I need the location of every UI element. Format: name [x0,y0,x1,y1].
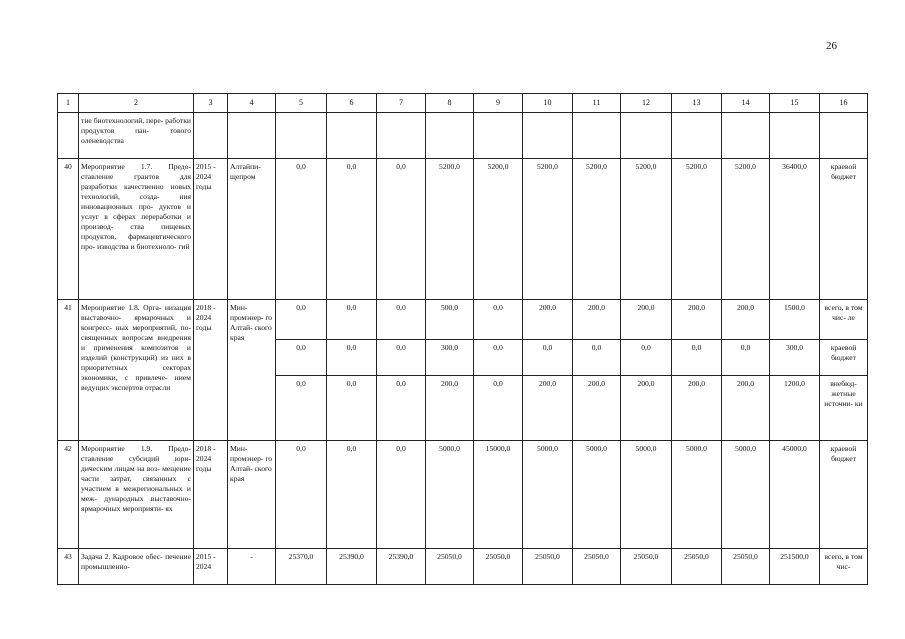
table-row [58,300,868,340]
cell-num: 43 [58,549,79,585]
header-cell: 1 [58,94,79,113]
cell-value: 0,0 [276,441,327,549]
table-row-continuation [58,113,868,159]
cell-executor: - [228,549,276,585]
header-cell: 8 [426,94,474,113]
header-cell: 3 [194,94,228,113]
cell-value: 25050,0 [621,549,672,585]
cell-value: 5200,0 [573,159,621,300]
cell-years: 2018 - 2024 годы [194,441,228,549]
cell-value: 200,0 [672,376,722,441]
cell-value: 25050,0 [722,549,770,585]
cell-executor: Алтайпи- щепром [228,159,276,300]
cell-value: 200,0 [672,300,722,340]
cell-name: Мероприятие 1.7. Предо- ставление грантов для разработки качественно новых технологий, созда- ния инновационных про- дуктов и услуг в сферах переработки и производ- ства пищевых продуктов, фармацевтического про- изводства и биотехноло- гий [79,159,194,300]
cell-num: 40 [58,159,79,300]
cell-years: 2015 - 2024 годы [194,159,228,300]
cell-value: 0,0 [276,300,327,340]
cell-value: 0,0 [377,300,426,340]
cell-executor [228,113,276,159]
cell-value: 5200,0 [474,159,523,300]
cell-value: 25050,0 [426,549,474,585]
cell-value: 0,0 [377,340,426,376]
cell-value: 36400,0 [770,159,820,300]
cell-name: Задача 2. Кадровое обес- печение промышленно- [79,549,194,585]
table-row [58,441,868,549]
cell-source: краевой бюджет [820,159,868,300]
cell-value: 0,0 [377,376,426,441]
cell-value: 5200,0 [672,159,722,300]
cell-source [820,113,868,159]
cell-value: 0,0 [672,340,722,376]
cell-value: 1200,0 [770,376,820,441]
cell-value: 0,0 [276,159,327,300]
cell-value: 0,0 [573,340,621,376]
cell-value: 5200,0 [722,159,770,300]
cell-name: Мероприятие 1.9. Предо- ставление субсидий юри- дическим лицам на воз- мещение части затрат, связанных с участием в межрегиональных и меж- дународных выставочно- ярмарочных мероприяти- ях [79,441,194,549]
cell-value: 5200,0 [523,159,573,300]
cell-value: 0,0 [276,376,327,441]
cell-years: 2018 - 2024 годы [194,300,228,441]
cell-value: 200,0 [523,376,573,441]
cell-value: 200,0 [523,300,573,340]
cell-value: 25050,0 [573,549,621,585]
cell-value: 0,0 [377,441,426,549]
cell-value: 0,0 [327,300,377,340]
cell-source: краевой бюджет [820,340,868,376]
header-cell: 5 [276,94,327,113]
cell-value: 200,0 [722,300,770,340]
cell-value: 300,0 [770,340,820,376]
cell-value: 5000,0 [672,441,722,549]
header-cell: 13 [672,94,722,113]
cell-value: 0,0 [474,340,523,376]
cell-value: 300,0 [426,340,474,376]
cell-value: 25050,0 [474,549,523,585]
cell-name: Мероприятие 1.8. Орга- низация выставочно- ярмарочных и конгресс- ных мероприятий, по- священных вопросам внедрения и применения композитов и изделий (конструкций) из них в приоритетных секторах экономики, с привлече- нием ведущих экспертов отрасли [79,300,194,441]
cell-years [194,113,228,159]
cell-num: 41 [58,300,79,441]
cell-value: 5000,0 [722,441,770,549]
header-cell: 7 [377,94,426,113]
cell-value: 200,0 [573,376,621,441]
cell-executor: Мин- промэнер- го Алтай- ского края [228,300,276,441]
cell-value: 5000,0 [523,441,573,549]
cell-value: 0,0 [276,340,327,376]
cell-source: всего, в том чис- [820,549,868,585]
cell-value: 5200,0 [621,159,672,300]
cell-value: 0,0 [327,376,377,441]
cell-value: 0,0 [377,159,426,300]
cell-name: тие биотехнологий, пере- работки продуктов пан- тового оленеводства [79,113,194,159]
cell-value: 0,0 [474,300,523,340]
header-cell: 12 [621,94,672,113]
cell-executor: Мин- промэнер- го Алтай- ского края [228,441,276,549]
table-header-row [58,94,868,113]
cell-source: внебюд- жетные источни- ки [820,376,868,441]
cell-value: 200,0 [573,300,621,340]
header-cell: 16 [820,94,868,113]
cell-value: 25050,0 [672,549,722,585]
cell-value: 45000,0 [770,441,820,549]
cell-value: 1500,0 [770,300,820,340]
cell-value: 5000,0 [621,441,672,549]
cell-years: 2015 - 2024 [194,549,228,585]
cell-value: 0,0 [327,340,377,376]
budget-table [57,93,868,585]
cell-value: 0,0 [474,376,523,441]
cell-value: 200,0 [621,300,672,340]
cell-value: 5200,0 [426,159,474,300]
cell-num: 42 [58,441,79,549]
cell-value: 200,0 [621,376,672,441]
header-cell: 9 [474,94,523,113]
page-number: 26 [826,40,837,52]
table-row [58,549,868,585]
header-cell: 2 [79,94,194,113]
header-cell: 4 [228,94,276,113]
cell-value: 0,0 [327,159,377,300]
cell-value: 15000,0 [474,441,523,549]
cell-value: 0,0 [722,340,770,376]
cell-value: 5000,0 [573,441,621,549]
cell-value: 5000,0 [426,441,474,549]
cell-value: 25370,0 [276,549,327,585]
header-cell: 14 [722,94,770,113]
header-cell: 6 [327,94,377,113]
cell-value: 25050,0 [523,549,573,585]
cell-value: 25390,0 [377,549,426,585]
header-cell: 11 [573,94,621,113]
cell-value: 0,0 [621,340,672,376]
cell-value: 251500,0 [770,549,820,585]
cell-value: 200,0 [426,376,474,441]
cell-source: всего, в том чис- ле [820,300,868,340]
cell-value: 200,0 [722,376,770,441]
cell-value: 0,0 [327,441,377,549]
header-cell: 15 [770,94,820,113]
cell-value: 25390,0 [327,549,377,585]
table-row [58,159,868,300]
cell-value: 500,0 [426,300,474,340]
cell-num [58,113,79,159]
table-body [58,94,868,585]
header-cell: 10 [523,94,573,113]
cell-value: 0,0 [523,340,573,376]
cell-source: краевой бюджет [820,441,868,549]
